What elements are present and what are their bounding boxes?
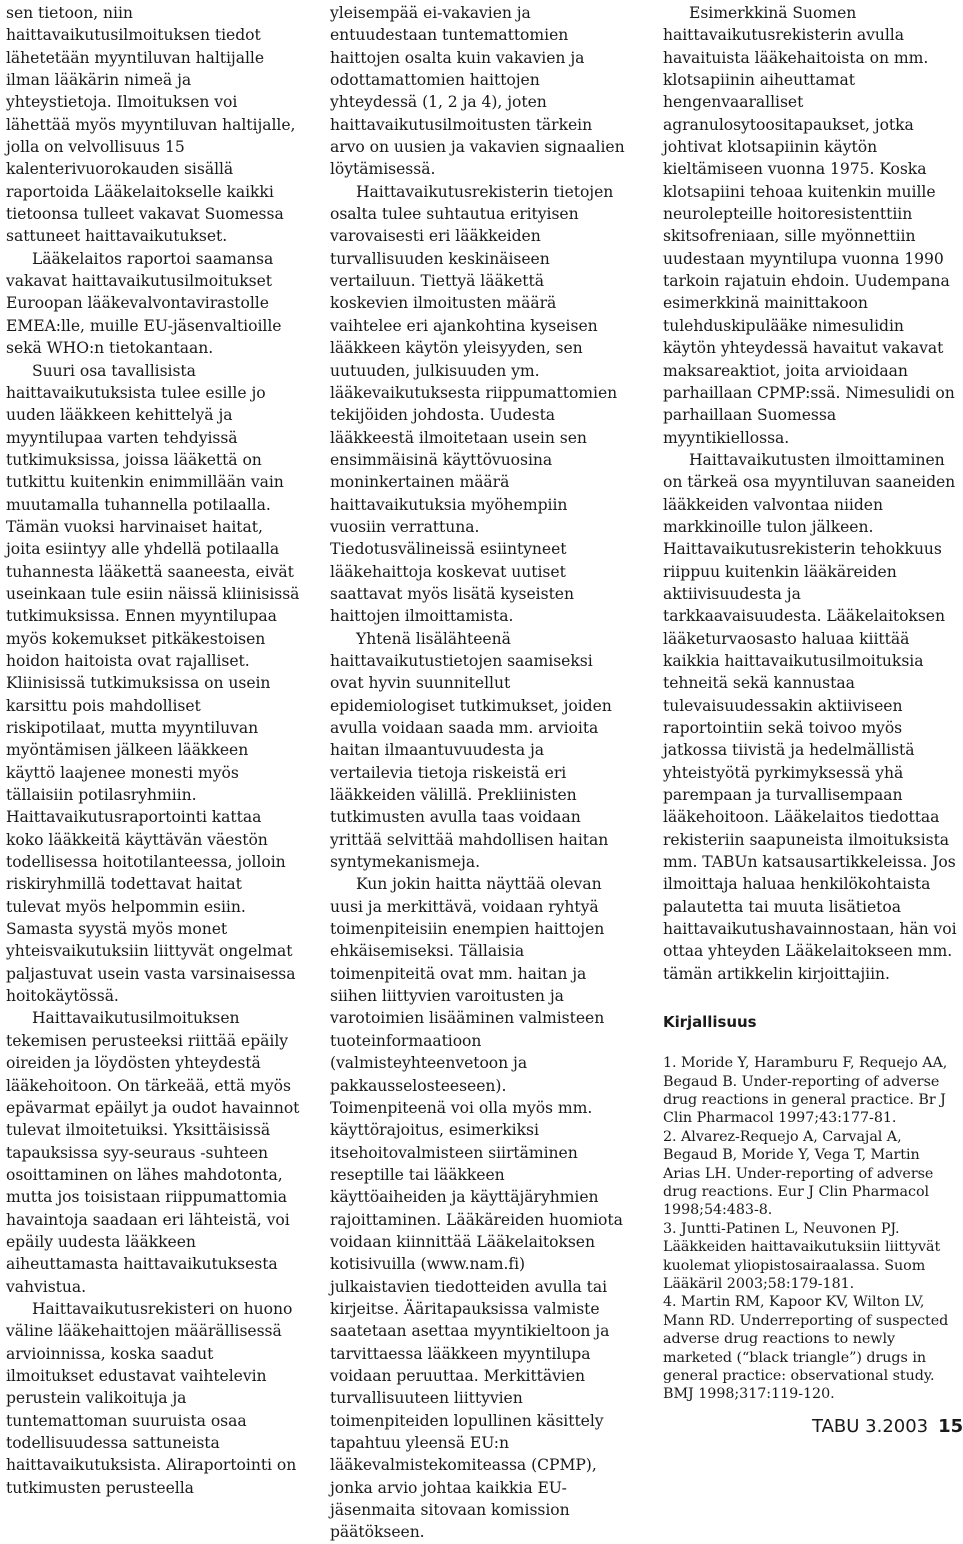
paragraph: sen tietoon, niin haittavaikutusilmoituksen tiedot lähetetään myyntiluvan haltijalle ilman lääkärin nimeä ja yhteystietoja. Ilmoituksen voi lähettää myös myyntiluvan haltijalle, jolla on velvollisuus 15 kalenterivuorokauden sisällä raportoida Lääkelaitokselle kaikki tietoonsa tulleet vakavat Suomessa sattuneet haittavaikutukset. <box>6 4 296 246</box>
text-column-3 <box>663 2 957 1404</box>
reference-item: 3. Juntti-Patinen L, Neuvonen PJ. Lääkkeiden haittavaikutuksiin liittyvät kuolemat yliopistosairaalassa. Suom Lääkäril 2003;58:179-181. <box>663 1220 941 1292</box>
paragraph: Lääkelaitos raportoi saamansa vakavat haittavaikutusilmoitukset Euroopan lääkevalvontavirastolle EMEA:lle, muille EU-jäsenvaltioille sekä WHO:n tietokantaan. <box>6 249 282 358</box>
paragraph: yleisempää ei-vakavien ja entuudestaan tuntemattomien haittojen osalta kuin vakavien ja odottamattomien haittojen yhteydessä (1, 2 ja 4), joten haittavaikutusilmoitusten tärkein arvo on uusien ja vakavien signaalien löytämisessä. <box>330 4 625 179</box>
paragraph: Haittavaikutusilmoituksen tekemisen perusteeksi riittää epäily oireiden ja löydösten yhteydestä lääkehoitoon. On tärkeää, että myös epävarmat epäilyt ja oudot havainnot tulevat ilmoitetuiksi. Yksittäisissä tapauksissa syy-seuraus -suhteen osoittaminen on lähes mahdotonta, mutta jos toisistaan riippumattomia havaintoja saadaan eri lähteistä, voi epäily uudesta lääkkeen aiheuttamasta haittavaikutuksesta vahvistua. <box>6 1009 300 1296</box>
paragraph: Haittavaikutusrekisterin tietojen osalta tulee suhtautua erityisen varovaisesti eri lääkkeiden turvallisuuden keskinäiseen vertailuun. Tiettyä lääkettä koskevien ilmoitusten määrä vaihtelee eri ajankohtina kyseisen lääkkeen käytön yleisyyden, sen uutuuden, julkisuuden ym. lääkevaikutuksesta riippumattomien tekijöiden johdosta. Uudesta lääkkeestä ilmoitetaan usein sen ensimmäisinä käyttövuosina moninkertainen määrä haittavaikutuksia myöhempiin vuosiin verrattuna. Tiedotusvälineissä esiintyneet lääkehaittoja koskevat uutiset saattavat myös lisätä kyseisten haittojen ilmoittamista. <box>330 182 618 626</box>
text-column-1 <box>6 2 300 1499</box>
paragraph: Esimerkkinä Suomen haittavaikutusrekisterin avulla havaituista lääkehaitoista on mm. klotsapiinin aiheuttamat hengenvaaralliset agranulosytoositapaukset, jotka johtivat klotsapiinin käytön kieltämiseen vuonna 1975. Koska klotsapiini tehoaa kuitenkin muille neurolepteille hoitoresistenttiin skitsofreniaan, sille myönnettiin uudestaan myyntilupa vuonna 1990 tarkoin rajatuin ehdoin. Uudempana esimerkkinä mainittakoon tulehduskipulääke nimesulidin käytön yhteydessä havaitut vakavat maksareaktiot, joita arvioidaan parhaillaan CPMP:ssä. Nimesulidi on parhaillaan Suomessa myyntikiellossa. <box>663 4 955 447</box>
paragraph: Haittavaikutusten ilmoittaminen on tärkeä osa myyntiluvan saaneiden lääkkeiden valvontaa niiden markkinoille tulon jälkeen. Haittavaikutusrekisterin tehokkuus riippuu kuitenkin lääkäreiden aktiivisuudesta ja tarkkaavaisuudesta. Lääkelaitoksen lääketurvaosasto haluaa kiittää kaikkia haittavaikutusilmoituksia tehneitä sekä kannustaa tulevaisuudessakin aktiiviseen raportointiin sekä toivoo myös jatkossa tiivistä ja hedelmällistä yhteistyötä pyrkimyksessä yhä parempaan ja turvallisempaan lääkehoitoon. Lääkelaitos tiedottaa rekisteriin saapuneista ilmoituksista mm. TABUn katsausartikkeleissa. Jos ilmoittaja haluaa henkilökohtaista palautetta tai muuta lisätietoa haittavaikutushavainnostaan, hän voi ottaa yhteyden Lääkelaitokseen mm. tämän artikkelin kirjoittajiin. <box>663 450 957 983</box>
paragraph: Yhtenä lisälähteenä haittavaikutustietojen saamiseksi ovat hyvin suunnitellut epidemiologiset tutkimukset, joiden avulla voidaan saada mm. arvioita haitan ilmaantuvuudesta ja vertailevia tietoja riskeistä eri lääkkeiden välillä. Prekliinisten tutkimusten avulla taas voidaan yrittää selvittää mahdollisen haitan syntymekanismeja. <box>330 629 612 872</box>
journal-issue: TABU 3.2003 <box>812 1416 929 1437</box>
page-number: 15 <box>938 1416 963 1437</box>
reference-item: 1. Moride Y, Haramburu F, Requejo AA, Begaud B. Under-reporting of adverse drug reactions in general practice. Br J Clin Pharmacol 1997;43:177-81. <box>663 1055 948 1127</box>
paragraph: Haittavaikutusrekisteri on huono väline lääkehaittojen määrällisessä arvioinnissa, koska saadut ilmoitukset edustavat vaihtelevin perustein valikoituja ja tuntemattoman suuruista osaa todellisuudessa sattuneista haittavaikutuksista. Aliraportointi on tutkimusten perusteella <box>6 1299 297 1497</box>
text-column-2 <box>330 2 626 1544</box>
paragraph: Suuri osa tavallisista haittavaikutuksista tulee esille jo uuden lääkkeen kehittelyä ja myyntilupaa varten tehdyissä tutkimuksissa, joissa lääkettä on tutkittu kuitenkin enimmillään vain muutamalla tuhannella potilaalla. Tämän vuoksi harvinaiset haitat, joita esiintyy alle yhdellä potilaalla tuhannesta lääkettä saaneesta, eivät useinkaan tule esiin näissä kliinisissä tutkimuksissa. Ennen myyntilupaa myös kokemukset pitkäkestoisen hoidon haitoista ovat rajalliset. Kliinisissä tutkimuksissa on usein karsittu pois mahdolliset riskipotilaat, mutta myyntiluvan myöntämisen jälkeen lääkkeen käyttö laajenee monesti myös tällaisiin potilasryhmiin. Haittavaikutusraportointi kattaa koko lääkkeitä käyttävän väestön todellisessa hoitotilanteessa, jolloin riskiryhmillä todettavat haitat tulevat myös helpommin esiin. Samasta syystä myös monet yhteisvaikutuksiin liittyvät ongelmat paljastuvat usein vasta varsinaisessa hoitokäytössä. <box>6 361 300 1006</box>
reference-item: 4. Martin RM, Kapoor KV, Wilton LV, Mann RD. Underreporting of suspected adverse drug reactions to newly marketed (“black triangle”) drugs in general practice: observational study. BMJ 1998;317:119-120. <box>663 1294 949 1403</box>
paragraph: Kun jokin haitta näyttää olevan uusi ja merkittävä, voidaan ryhtyä toimenpiteisiin enempien haittojen ehkäisemiseksi. Tällaisia toimenpiteitä ovat mm. haitan ja siihen liittyvien varoitusten ja varotoimien lisääminen valmisteen tuoteinformaatioon (valmisteyhteenvetoon ja pakkausselosteeseen). Toimenpiteenä voi olla myös mm. käyttörajoitus, esimerkiksi itsehoitovalmisteen siirtäminen reseptille tai lääkkeen käyttöaiheiden ja käyttäjäryhmien rajoittaminen. Lääkäreiden huomiota voidaan kiinnittää Lääkelaitoksen kotisivuilla (www.nam.fi) julkaistavien tiedotteiden avulla tai kirjeitse. Ääritapauksissa valmiste saatetaan asettaa myyntikieltoon ja tarvittaessa lääkkeen myyntilupa voidaan peruuttaa. Merkittävien turvallisuuteen liittyvien toimenpiteiden lopullinen käsittely tapahtuu yleensä EU:n lääkevalmistekomiteassa (CPMP), jonka arvio johtaa kaikkia EU-jäsenmaita sitovaan komission päätökseen. <box>330 875 623 1542</box>
reference-item: 2. Alvarez-Requejo A, Carvajal A, Begaud B, Moride Y, Vega T, Martin Arias LH. Under-reporting of adverse drug reactions. Eur J Clin Pharmacol 1998;54:483-8. <box>663 1128 934 1219</box>
page-footer <box>812 1416 963 1437</box>
reference-list <box>663 1054 957 1404</box>
references-heading: Kirjallisuus <box>663 1013 757 1032</box>
